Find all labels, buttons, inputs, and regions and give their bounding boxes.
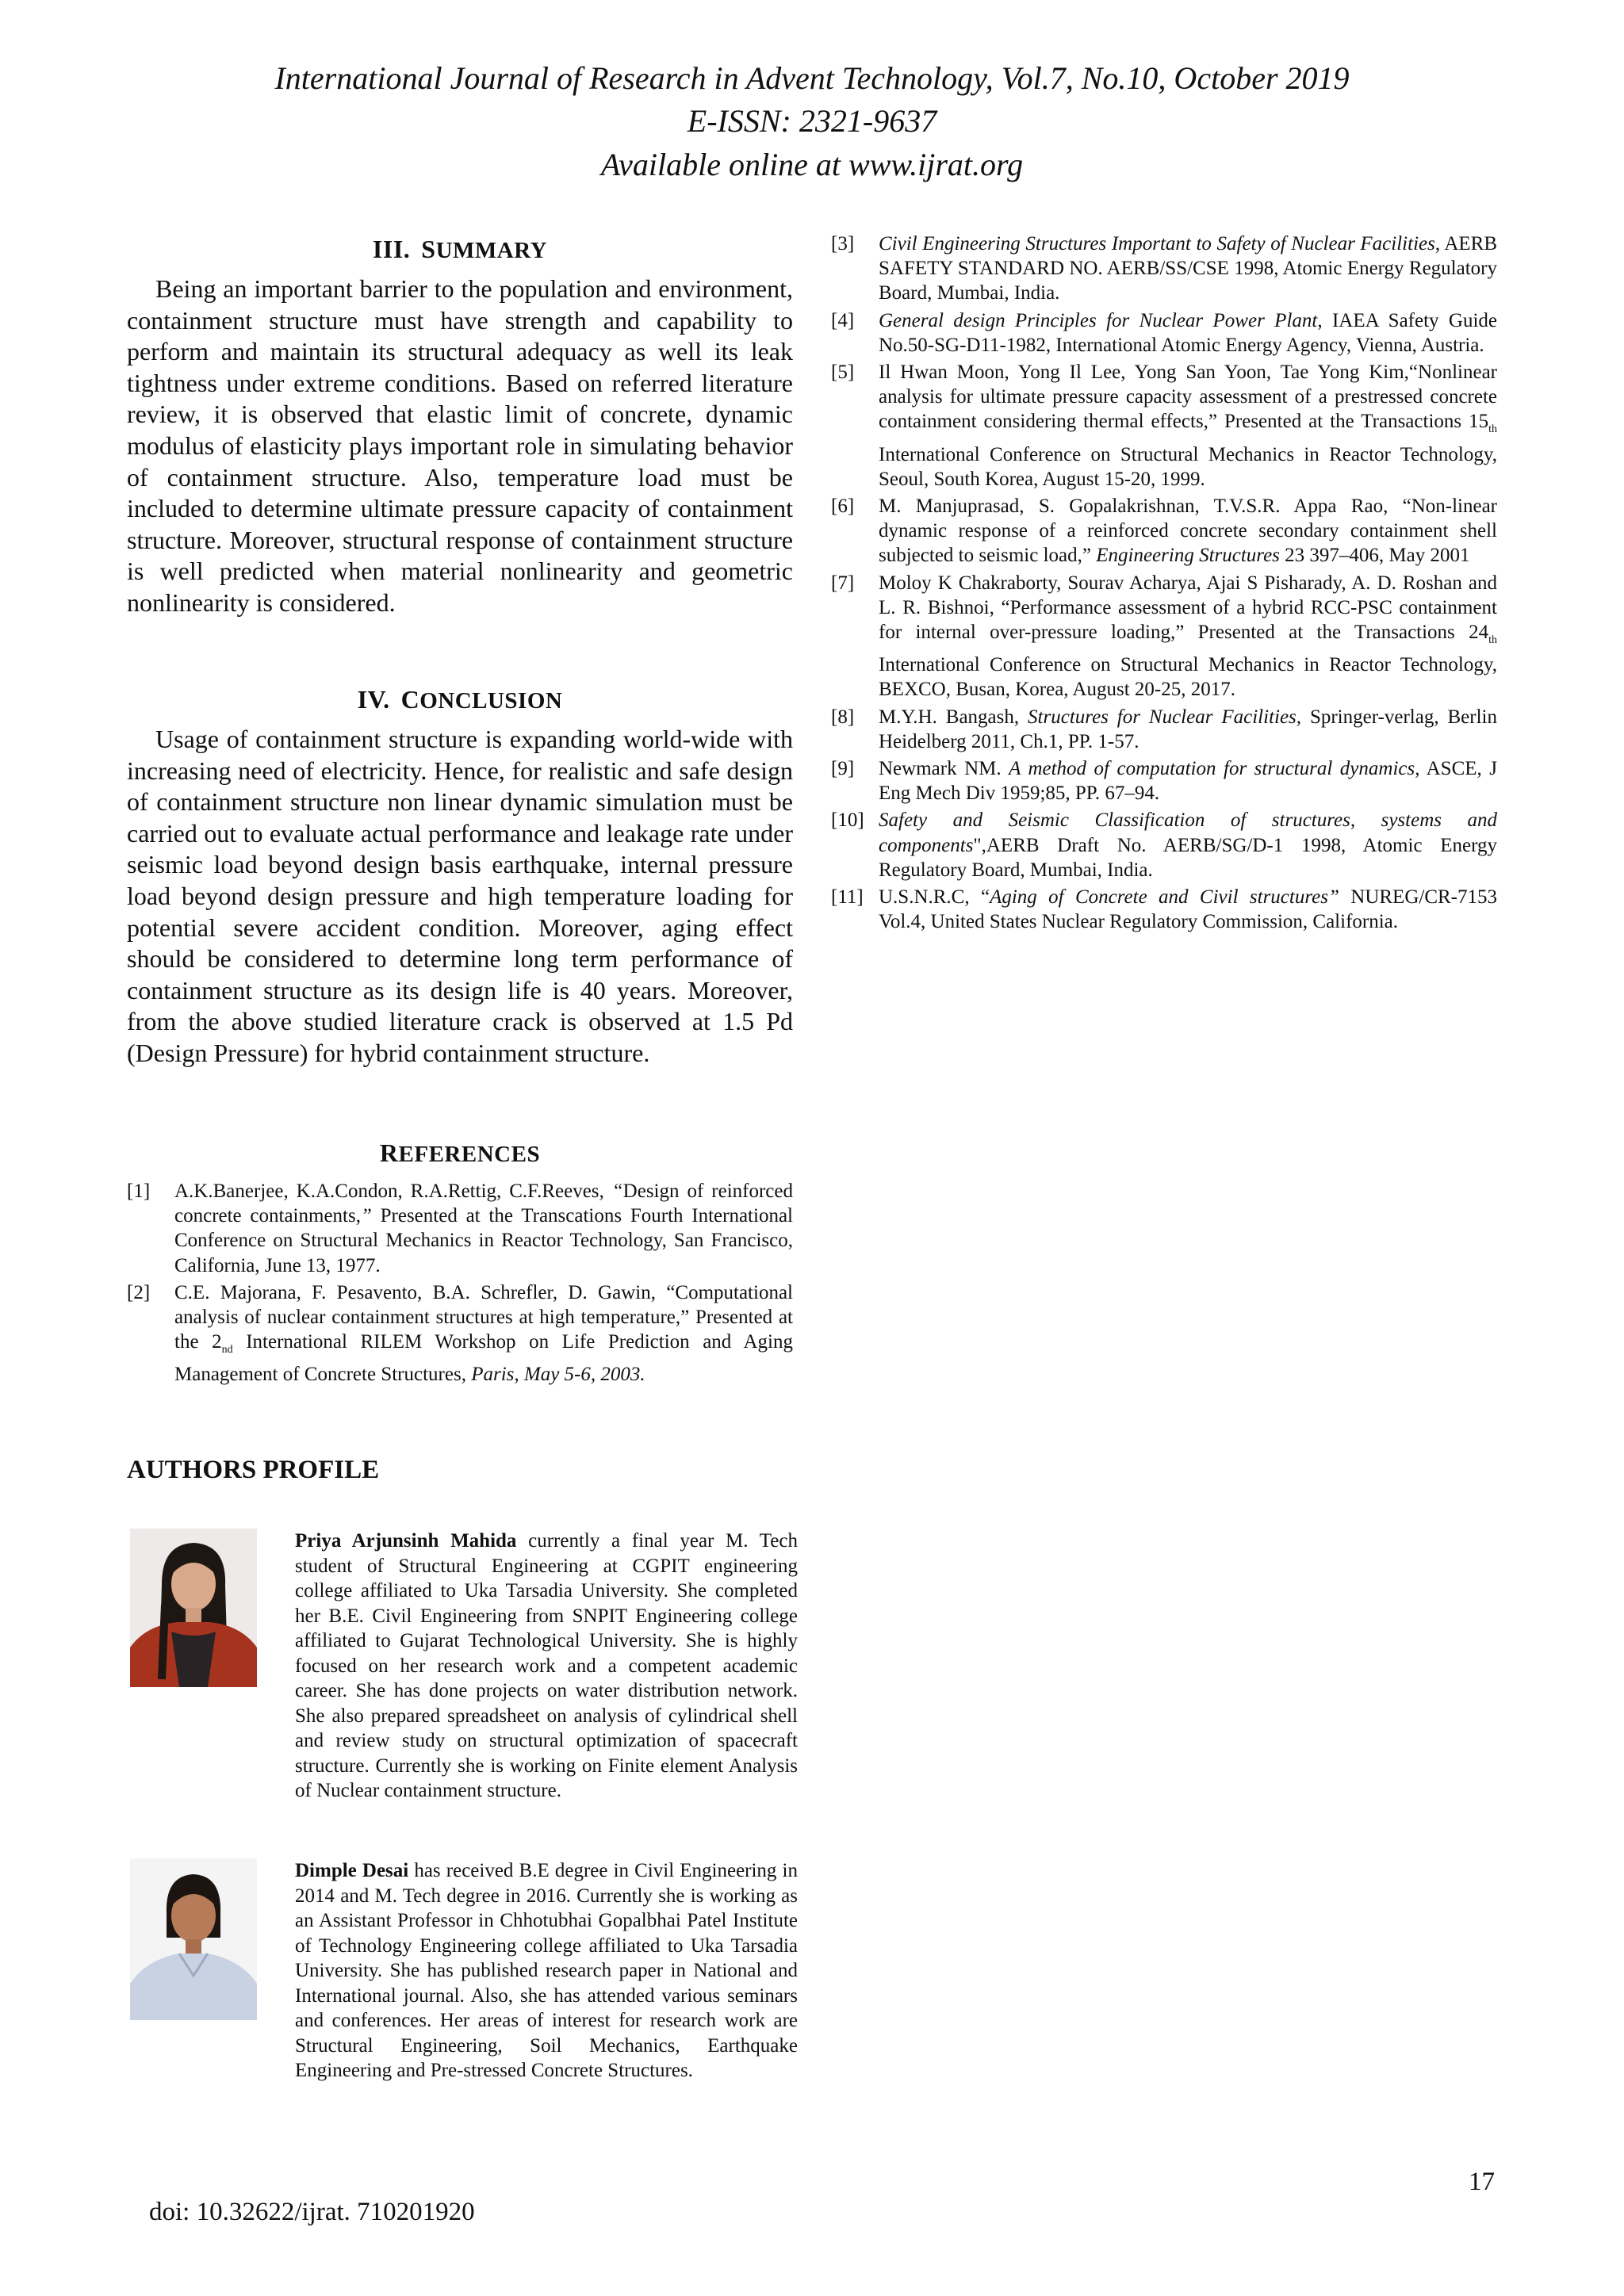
doi: doi: 10.32622/ijrat. 710201920 [149,2198,475,2226]
journal-issn: E-ISSN: 2321-9637 [687,103,937,139]
reference-3: [3] Civil Engineering Structures Important to Safety of Nuclear Facilities, AERB SAFETY STANDARD NO. AERB/SS/CSE 1998, Atomic Energy Regulatory Board, Mumbai, India. [831,233,1497,304]
reference-11: [11] U.S.N.R.C, “Aging of Concrete and Civil structures” NUREG/CR-7153 Vol.4, United States Nuclear Regulatory Commission, California. [831,886,1497,933]
page-number: 17 [1469,2168,1495,2196]
references-section-right [831,232,1497,936]
summary-section [127,235,793,619]
author-photo-2 [130,1858,257,2020]
reference-4: [4] General design Principles for Nuclear Power Plant, IAEA Safety Guide No.50-SG-D11-1982, International Atomic Energy Agency, Vienna, Austria. [831,309,1497,356]
journal-url: Available online at www.ijrat.org [600,147,1024,182]
reference-6: [6] M. Manjuprasad, S. Gopalakrishnan, T.V.S.R. Appa Rao, “Non-linear dynamic response of a reinforced concrete secondary containment shell subjected to seismic load,” Engineering Structures 23 397–406, May 2001 [831,496,1497,567]
reference-8: [8] M.Y.H. Bangash, Structures for Nuclear Facilities, Springer-verlag, Berlin Heidelberg 2011, Ch.1, PP. 1-57. [831,706,1497,752]
author-photo-1 [130,1529,257,1687]
summary-text: Being an important barrier to the population and environment, containment structure must have strength and capability to perform and maintain its structural adequacy as well its leak tightness under extreme conditions. Based on referred literature review, it is observed that elastic limit of concrete, dynamic modulus of elasticity plays important role in simulating behavior of containment structure. Also, temperature load must be included to determine ultimate pressure capacity of containment structure. Moreover, structural response of containment structure is well predicted when material nonlinearity and geometric nonlinearity is considered. [127,274,793,617]
reference-10: [10] Safety and Seismic Classification of structures, systems and components",AERB Draft No. AERB/SG/D-1 1998, Atomic Energy Regulatory Board, Mumbai, India. [831,809,1497,881]
conclusion-text: Usage of containment structure is expanding world-wide with increasing need of electricity. Hence, for realistic and safe design of containment structure non linear dynamic simulation must be carried out to evaluate actual performance and leakage rate under seismic load beyond design basis earthquake, internal pressure load beyond design pressure and high temperature loading for potential severe accident condition. Moreover, aging effect should be considered to determine long term performance of containment structure as its design life is 40 years. Moreover, from the above studied literature crack is observed at 1.5 Pd (Design Pressure) for hybrid containment structure. [127,725,793,1067]
conclusion-section [127,685,793,1070]
summary-heading: III. SUMMARY [372,235,548,263]
reference-2: [2] C.E. Majorana, F. Pesavento, B.A. Schrefler, D. Gawin, “Computational analysis of nuclear containment structures at high temperature,” Presented at the $2_{nd}$ International RILEM Workshop on Life Prediction and Aging Management of Concrete Structures, Paris, May 5-6, 2003. [127,1281,793,1386]
reference-1: [1] A.K.Banerjee, K.A.Condon, R.A.Rettig, C.F.Reeves, “Design of reinforced concrete containments,” Presented at the Transcations Fourth International Conference on Structural Mechanics in Reactor Technology, San Francisco, California, June 13, 1977. [127,1181,793,1276]
references-section-left [127,1138,793,1390]
reference-7: [7] Moloy K Chakraborty, Sourav Acharya, Ajai S Pisharady, A. D. Roshan and L. R. Bishnoi, “Performance assessment of a hybrid RCC-PSC containment for internal over-pressure loading,” Presented at the Transactions $24_{th}$ International Conference on Structural Mechanics in Reactor Technology, BEXCO, Busan, Korea, August 20-25, 2017. [831,572,1497,701]
authors-heading: AUTHORS PROFILE [127,1456,380,1484]
reference-9: [9] Newmark NM. A method of computation for structural dynamics, ASCE, J Eng Mech Div 1959;85, PP. 67–94. [831,758,1497,805]
conclusion-heading: IV. CONCLUSION [357,685,563,714]
reference-5: [5] Il Hwan Moon, Yong Il Lee, Yong San Yoon, Tae Yong Kim,“Nonlinear analysis for ultimate pressure capacity assessment of a prestressed concrete containment considering thermal effects,” Presented at the Transactions $15_{th}$ International Conference on Structural Mechanics in Reactor Technology, Seoul, South Korea, August 15-20, 1999. [831,362,1497,490]
journal-title: International Journal of Research in Advent Technology, Vol.7, No.10, October 2019 [274,60,1350,96]
references-heading: REFERENCES [379,1138,541,1167]
author-bio-1: Priya Arjunsinh Mahida currently a final year M. Tech student of Structural Engineering at CGPIT engineering college affiliated to Uka Tarsadia University. She completed her B.E. Civil Engineering from SNPIT Engineering college affiliated to Gujarat Technological University. She is highly focused on her research work and a competent academic career. She has done projects on water distribution network. She also prepared spreadsheet on analysis of cylindrical shell and review study on structural optimization of spacecraft structure. Currently she is working on Finite element Analysis of Nuclear containment structure. [295,1530,798,1801]
author-bio-2: Dimple Desai has received B.E degree in Civil Engineering in 2014 and M. Tech degree in 2016. Currently she is working as an Assistant Professor in Chhotubhai Gopalbhai Patel Institute of Technology Engineering college affiliated to Uka Tarsadia University. She has published research paper in National and International journal. Also, she has attended various seminars and conferences. Her areas of interest for research work are Structural Engineering, Soil Mechanics, Earthquake Engineering and Pre-stressed Concrete Structures. [295,1860,798,2081]
